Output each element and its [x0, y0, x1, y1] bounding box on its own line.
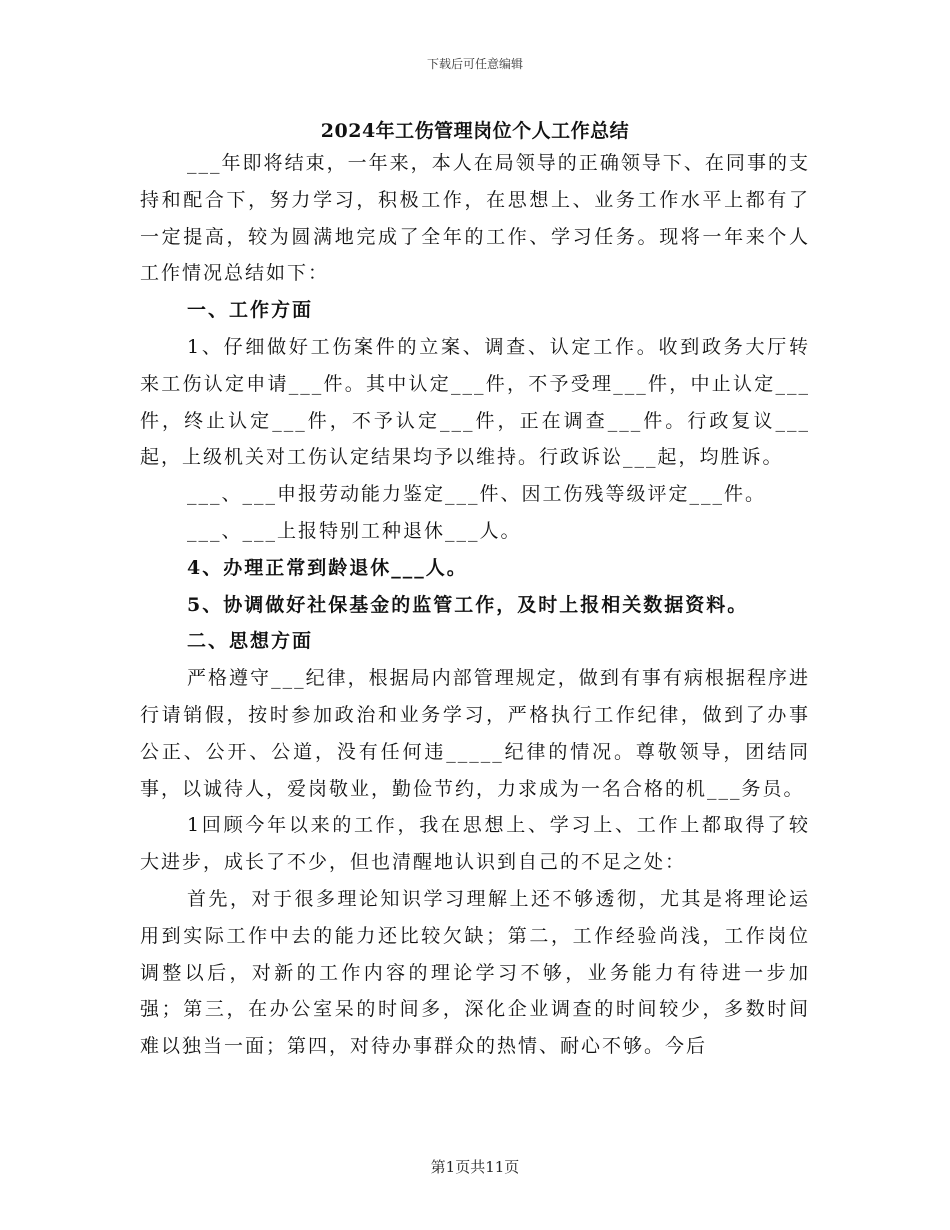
work-item-5: 5、协调做好社保基金的监管工作，及时上报相关数据资料。 [187, 593, 749, 616]
thought-paragraph: 严格遵守___纪律，根据局内部管理规定，做到有事有病根据程序进行请销假，按时参加政治和业务学习，严格执行工作纪律，做到了办事公正、公开、公道，没有任何违_____纪律的情况。尊敬领导，团结同事，以诚待人，爱岗敬业，勤俭节约，力求成为一名合格的机___务员。 [140, 667, 810, 800]
shortcomings-paragraph: 首先，对于很多理论知识学习理解上还不够透彻，尤其是将理论运用到实际工作中去的能力还比较欠缺；第二，工作经验尚浅，工作岗位调整以后，对新的工作内容的理论学习不够，业务能力有待进一步加强；第三，在办公室呆的时间多，深化企业调查的时间较少，多数时间难以独当一面；第四，对待办事群众的热情、耐心不够。今后 [140, 887, 810, 1058]
work-item-4: 4、办理正常到龄退休___人。 [187, 556, 468, 579]
document-body [140, 145, 810, 1065]
work-item-3: ___、___上报特别工种退休___人。 [187, 519, 522, 542]
review-paragraph: 1回顾今年以来的工作，我在思想上、学习上、工作上都取得了较大进步，成长了不少，但也清醒地认识到自己的不足之处： [140, 814, 810, 874]
section-heading-thought: 二、思想方面 [187, 630, 314, 653]
page-number: 第1页共11页 [430, 1158, 520, 1176]
work-item-2: ___、___申报劳动能力鉴定___件、因工伤残等级评定___件。 [187, 483, 767, 506]
page-header-note: 下载后可任意编辑 [426, 57, 523, 71]
work-item-1: 1、仔细做好工伤案件的立案、调查、认定工作。收到政务大厅转来工伤认定申请___件。其中认定___件，不予受理___件，中止认定___件，终止认定___件，不予认定___件，正在调查___件。行政复议___起，上级机关对工伤认定结果均予以维持。行政诉讼___起，均胜诉。 [140, 335, 810, 469]
intro-paragraph: ___年即将结束，一年来，本人在局领导的正确领导下、在同事的支持和配合下，努力学习，积极工作，在思想上、业务工作水平上都有了一定提高，较为圆满地完成了全年的工作、学习任务。现将一年来个人工作情况总结如下： [140, 152, 810, 285]
document-title: 2024年工伤管理岗位个人工作总结 [320, 120, 630, 142]
section-heading-work: 一、工作方面 [187, 299, 314, 322]
